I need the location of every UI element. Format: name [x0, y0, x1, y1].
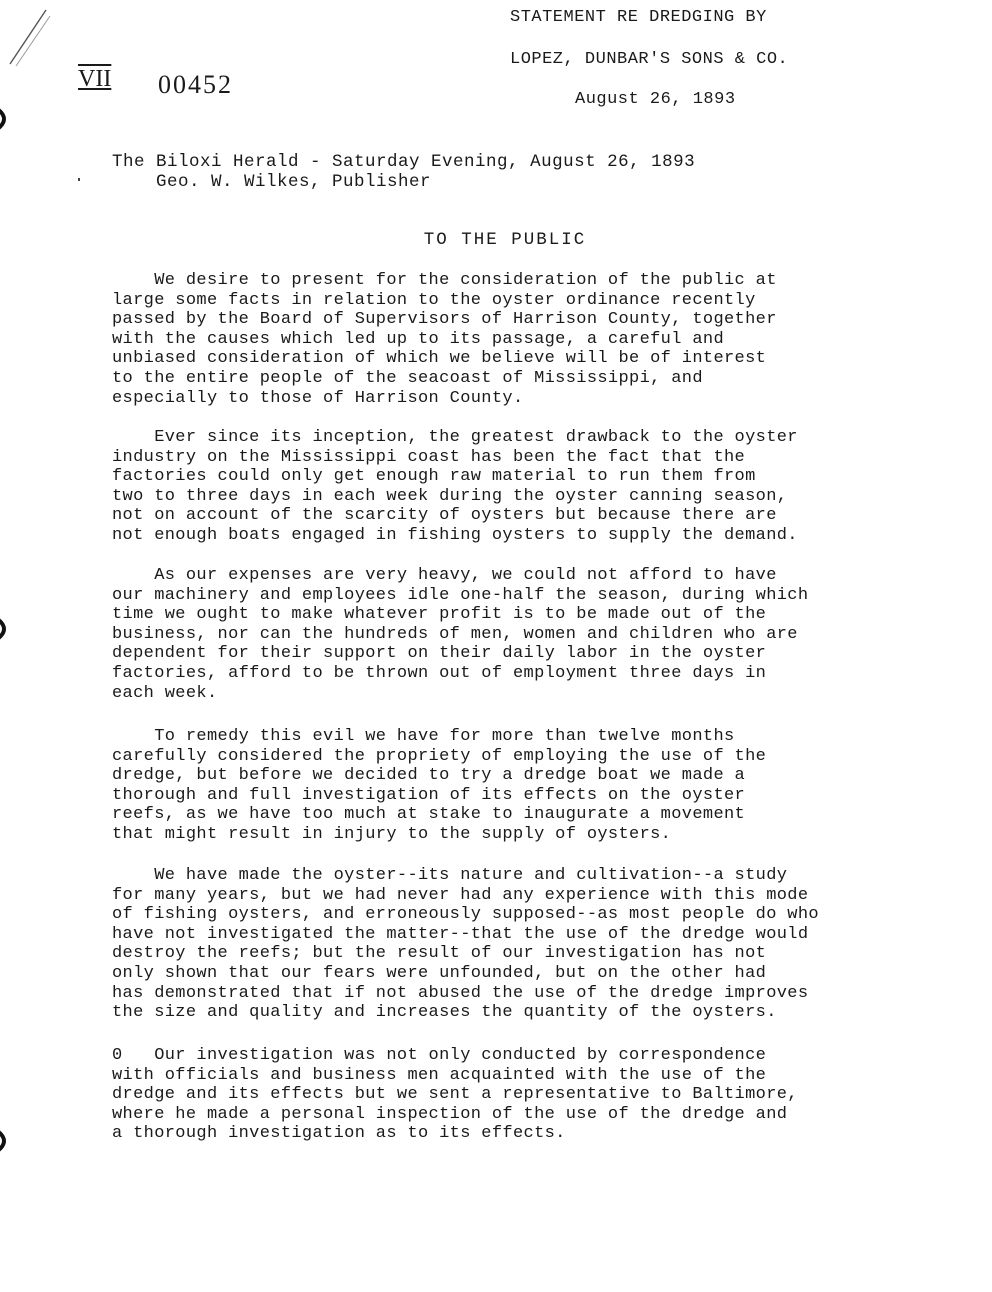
- text-line: factories could only get enough raw material to run them from: [112, 467, 756, 487]
- text-line: our machinery and employees idle one-half the season, during which: [112, 585, 809, 605]
- text-line: thorough and full investigation of its effects on the oyster: [112, 785, 746, 805]
- text-line: As our expenses are very heavy, we could not afford to have: [112, 566, 777, 585]
- stray-mark: [78, 178, 80, 181]
- punch-hole-bottom: [0, 1128, 14, 1154]
- text-line: We have made the oyster--its nature and cultivation--a study: [112, 866, 788, 885]
- document-title: TO THE PUBLIC: [423, 230, 587, 250]
- text-line: that might result in injury to the supply of oysters.: [112, 824, 672, 844]
- publication-line-2: Geo. W. Wilkes, Publisher: [112, 172, 432, 192]
- pen-mark: [2, 6, 72, 76]
- paragraph-3: [112, 566, 932, 703]
- paragraph-5: [112, 866, 932, 1023]
- text-line: large some facts in relation to the oyster ordinance recently: [112, 290, 756, 310]
- text-line: with officials and business men acquainted with the use of the: [112, 1065, 767, 1085]
- text-line: factories, afford to be thrown out of employment three days in: [112, 663, 767, 683]
- paragraph-6: [112, 1046, 932, 1144]
- text-line: destroy the reefs; but the result of our investigation has not: [112, 944, 767, 964]
- punch-hole-top: [0, 106, 14, 132]
- text-line: time we ought to make whatever profit is to be made out of the: [112, 605, 767, 625]
- text-line: with the causes which led up to its passage, a careful and: [112, 329, 724, 349]
- text-line: the size and quality and increases the quantity of the oysters.: [112, 1003, 777, 1023]
- text-line: We desire to present for the consideration of the public at: [112, 271, 777, 290]
- text-line: has demonstrated that if not abused the use of the dredge improves: [112, 983, 809, 1003]
- text-line: To remedy this evil we have for more than twelve months: [112, 727, 735, 746]
- text-line: reefs, as we have too much at stake to inaugurate a movement: [112, 805, 746, 825]
- header-line-2: LOPEZ, DUNBAR'S SONS & CO.: [510, 50, 789, 69]
- text-line: industry on the Mississippi coast has been the fact that the: [112, 447, 746, 467]
- paragraph-1: [112, 271, 932, 408]
- text-line: have not investigated the matter--that the use of the dredge would: [112, 924, 809, 944]
- text-line: unbiased consideration of which we believe will be of interest: [112, 349, 767, 369]
- text-line: for many years, but we had never had any experience with this mode: [112, 885, 809, 905]
- text-line: of fishing oysters, and erroneously supposed--as most people do who: [112, 905, 819, 925]
- text-line: dredge, but before we decided to try a dredge boat we made a: [112, 766, 746, 786]
- text-line: not on account of the scarcity of oysters but because there are: [112, 506, 777, 526]
- text-line: not enough boats engaged in fishing oysters to supply the demand.: [112, 525, 798, 545]
- text-line: only shown that our fears were unfounded, but on the other had: [112, 963, 767, 983]
- document-number: 00452: [158, 70, 233, 99]
- header-date: August 26, 1893: [575, 90, 736, 109]
- punch-hole-middle: [0, 616, 14, 642]
- text-line: carefully considered the propriety of employing the use of the: [112, 746, 767, 766]
- text-line: 0 Our investigation was not only conducted by correspondence: [112, 1046, 767, 1065]
- text-line: a thorough investigation as to its effects.: [112, 1124, 566, 1144]
- text-line: passed by the Board of Supervisors of Harrison County, together: [112, 310, 777, 330]
- text-line: each week.: [112, 683, 218, 703]
- text-line: Ever since its inception, the greatest drawback to the oyster: [112, 428, 798, 447]
- text-line: business, nor can the hundreds of men, women and children who are: [112, 624, 798, 644]
- text-line: dredge and its effects but we sent a representative to Baltimore,: [112, 1085, 798, 1105]
- paragraph-4: [112, 727, 932, 845]
- paragraph-2: [112, 428, 932, 546]
- text-line: two to three days in each week during the oyster canning season,: [112, 486, 788, 506]
- text-line: especially to those of Harrison County.: [112, 388, 524, 408]
- section-marker: VII: [78, 66, 112, 92]
- publication-line-1: The Biloxi Herald - Saturday Evening, August 26, 1893: [112, 152, 696, 172]
- text-line: dependent for their support on their daily labor in the oyster: [112, 644, 767, 664]
- header-line-1: STATEMENT RE DREDGING BY: [510, 8, 767, 27]
- text-line: to the entire people of the seacoast of Mississippi, and: [112, 368, 703, 388]
- text-line: where he made a personal inspection of the use of the dredge and: [112, 1104, 788, 1124]
